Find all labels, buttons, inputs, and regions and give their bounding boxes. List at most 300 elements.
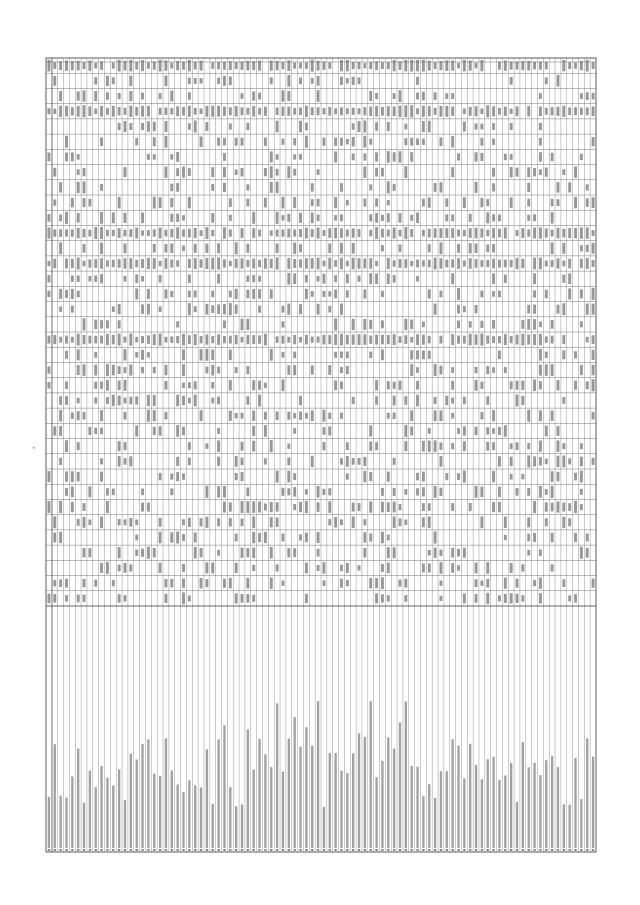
cell-value-mark <box>469 321 472 328</box>
cell-value-mark <box>217 304 220 314</box>
cell-value-mark <box>287 273 290 285</box>
cell-value-mark <box>147 410 150 422</box>
cell-value-mark <box>387 151 390 163</box>
cell-value-mark <box>305 533 308 543</box>
cell-value-mark <box>223 579 226 588</box>
row-index-mark <box>352 849 354 851</box>
cell-value-mark <box>77 595 80 603</box>
cell-value-mark <box>205 486 208 498</box>
cell-value-mark <box>77 365 80 375</box>
cell-value-mark <box>352 458 355 465</box>
row-index-mark <box>539 849 541 851</box>
cell-value-mark <box>375 227 378 239</box>
cell-value-mark <box>562 243 565 254</box>
cell-value-mark <box>557 426 560 436</box>
cell-value-mark <box>305 258 308 269</box>
cell-value-mark <box>434 183 437 192</box>
cell-value-mark <box>375 578 378 588</box>
row-label-mark <box>100 766 102 848</box>
cell-value-mark <box>118 259 121 267</box>
cell-value-mark <box>47 501 50 513</box>
cell-value-mark <box>205 106 208 117</box>
cell-value-mark <box>358 334 361 345</box>
cell-value-mark <box>381 335 384 345</box>
cell-value-mark <box>352 228 355 237</box>
cell-value-mark <box>557 502 560 513</box>
cell-value-mark <box>182 349 185 360</box>
cell-value-mark <box>305 62 308 68</box>
row-index-mark <box>141 849 143 851</box>
cell-value-mark <box>282 229 285 236</box>
cell-value-mark <box>246 501 249 513</box>
cell-value-mark <box>369 91 372 101</box>
cell-value-mark <box>264 458 267 464</box>
cell-value-mark <box>200 259 203 267</box>
cell-value-mark <box>223 486 226 497</box>
cell-value-mark <box>53 335 56 344</box>
cell-value-mark <box>328 501 331 513</box>
cell-value-mark <box>381 107 384 116</box>
cell-value-mark <box>124 108 127 115</box>
cell-value-mark <box>463 260 466 266</box>
cell-value-mark <box>77 349 80 360</box>
cell-value-mark <box>147 304 150 315</box>
cell-value-mark <box>141 336 144 343</box>
cell-value-mark <box>182 427 185 435</box>
cell-value-mark <box>363 166 366 177</box>
cell-value-mark <box>375 93 378 99</box>
cell-value-mark <box>457 549 460 557</box>
cell-value-mark <box>439 366 442 375</box>
cell-value-mark <box>580 108 583 115</box>
cell-value-mark <box>592 93 595 100</box>
cell-value-mark <box>463 109 466 115</box>
cell-value-mark <box>352 62 355 69</box>
cell-value-mark <box>539 106 542 116</box>
cell-value-mark <box>387 181 390 193</box>
cell-value-mark <box>258 381 261 390</box>
cell-value-mark <box>176 168 179 176</box>
cell-value-mark <box>258 230 261 237</box>
cell-value-mark <box>287 471 290 483</box>
cell-value-mark <box>516 381 519 390</box>
row-label-mark <box>481 779 483 848</box>
cell-value-mark <box>100 274 103 284</box>
row-label-mark <box>317 701 319 848</box>
cell-value-mark <box>492 367 495 373</box>
cell-value-mark <box>475 563 478 574</box>
cell-value-mark <box>504 154 507 161</box>
row-label-mark <box>457 746 459 848</box>
cell-value-mark <box>434 228 437 238</box>
cell-value-mark <box>340 77 343 85</box>
cell-value-mark <box>182 564 185 572</box>
cell-value-mark <box>258 502 261 513</box>
cell-value-mark <box>182 473 185 479</box>
cell-value-mark <box>118 381 121 390</box>
cell-value-mark <box>77 91 80 100</box>
cell-value-mark <box>492 183 495 191</box>
cell-value-mark <box>416 473 419 481</box>
cell-value-mark <box>562 303 565 315</box>
cell-value-mark <box>410 215 413 221</box>
cell-value-mark <box>393 106 396 116</box>
cell-value-mark <box>463 397 466 404</box>
cell-value-mark <box>200 78 203 83</box>
cell-value-mark <box>346 473 349 479</box>
cell-value-mark <box>439 580 442 585</box>
cell-value-mark <box>498 595 501 601</box>
cell-value-mark <box>568 259 571 269</box>
cell-value-mark <box>358 62 361 69</box>
cell-value-mark <box>580 245 583 251</box>
cell-value-mark <box>53 259 56 269</box>
cell-value-mark <box>510 443 513 449</box>
cell-value-mark <box>264 503 267 510</box>
cell-value-mark <box>77 472 80 481</box>
cell-value-mark <box>545 352 548 358</box>
cell-value-mark <box>410 60 413 72</box>
cell-value-mark <box>469 228 472 238</box>
cell-value-mark <box>205 227 208 239</box>
cell-value-mark <box>451 563 454 573</box>
cell-value-mark <box>404 579 407 588</box>
cell-value-mark <box>580 457 583 467</box>
cell-value-mark <box>217 274 220 284</box>
cell-value-mark <box>469 243 472 253</box>
cell-value-mark <box>83 244 86 253</box>
cell-value-mark <box>574 107 577 115</box>
cell-value-mark <box>71 276 74 282</box>
cell-value-mark <box>317 486 320 497</box>
cell-value-mark <box>100 227 103 239</box>
cell-value-mark <box>129 456 132 466</box>
cell-value-mark <box>451 107 454 116</box>
cell-value-mark <box>164 412 167 419</box>
row-index-mark <box>387 849 389 851</box>
cell-value-mark <box>416 138 419 145</box>
cell-value-mark <box>328 62 331 68</box>
cell-value-mark <box>533 319 536 330</box>
cell-value-mark <box>592 197 595 208</box>
row-label-mark <box>124 800 126 848</box>
cell-value-mark <box>305 335 308 345</box>
cell-value-mark <box>176 395 179 406</box>
cell-value-mark <box>276 182 279 194</box>
cell-value-mark <box>159 93 162 99</box>
cell-value-mark <box>486 427 489 434</box>
cell-value-mark <box>381 168 384 177</box>
cell-value-mark <box>77 154 80 159</box>
row-label-mark <box>422 796 424 848</box>
cell-value-mark <box>451 214 454 221</box>
cell-value-mark <box>504 260 507 268</box>
cell-value-mark <box>211 336 214 343</box>
cell-value-mark <box>545 364 548 375</box>
cell-value-mark <box>510 593 513 603</box>
cell-value-mark <box>363 199 366 207</box>
row-index-mark <box>95 849 97 851</box>
cell-value-mark <box>100 184 103 191</box>
cell-value-mark <box>135 425 138 436</box>
cell-value-mark <box>434 258 437 270</box>
cell-value-mark <box>387 106 390 116</box>
cell-value-mark <box>200 518 203 526</box>
cell-value-mark <box>287 107 290 116</box>
cell-value-mark <box>293 335 296 344</box>
cell-value-mark <box>562 106 565 117</box>
cell-value-mark <box>551 533 554 542</box>
cell-value-mark <box>59 289 62 299</box>
cell-value-mark <box>211 213 214 223</box>
cell-value-mark <box>381 564 384 572</box>
cell-value-mark <box>592 62 595 69</box>
cell-value-mark <box>346 351 349 358</box>
cell-value-mark <box>71 289 74 299</box>
cell-value-mark <box>100 61 103 70</box>
cell-value-mark <box>159 108 162 115</box>
cell-value-mark <box>106 108 109 115</box>
cell-value-mark <box>480 138 483 146</box>
cell-value-mark <box>393 547 396 558</box>
row-index-mark <box>492 849 494 851</box>
cell-value-mark <box>229 61 232 70</box>
cell-value-mark <box>533 533 536 542</box>
cell-value-mark <box>381 532 384 543</box>
row-index-mark <box>340 849 342 851</box>
cell-value-mark <box>533 580 536 586</box>
cell-value-mark <box>182 215 185 220</box>
cell-value-mark <box>100 382 103 389</box>
cell-value-mark <box>124 258 127 269</box>
row-label-mark <box>358 733 360 848</box>
cell-value-mark <box>504 578 507 589</box>
cell-value-mark <box>194 395 197 407</box>
cell-value-mark <box>217 367 220 374</box>
cell-value-mark <box>124 398 127 404</box>
cell-value-mark <box>88 106 91 116</box>
cell-value-mark <box>47 471 50 482</box>
row-index-mark <box>481 849 483 851</box>
cell-value-mark <box>293 504 296 510</box>
row-index-mark <box>580 849 582 851</box>
cell-value-mark <box>504 227 507 238</box>
cell-value-mark <box>188 229 191 238</box>
cell-value-mark <box>545 459 548 465</box>
cell-value-mark <box>194 120 197 132</box>
row-label-mark <box>241 804 243 848</box>
row-label-mark <box>416 767 418 848</box>
cell-value-mark <box>94 77 97 84</box>
cell-value-mark <box>282 62 285 70</box>
cell-value-mark <box>246 290 249 299</box>
cell-value-mark <box>399 336 402 343</box>
cell-value-mark <box>159 334 162 346</box>
cell-value-mark <box>539 322 542 328</box>
cell-value-mark <box>527 61 530 71</box>
row-label-mark <box>282 772 284 848</box>
cell-value-mark <box>229 336 232 344</box>
cell-value-mark <box>141 503 144 512</box>
cell-value-mark <box>241 258 244 268</box>
cell-value-mark <box>586 534 589 542</box>
cell-value-mark <box>211 62 214 68</box>
cell-value-mark <box>299 229 302 237</box>
cell-value-mark <box>211 230 214 237</box>
cell-value-mark <box>282 321 285 327</box>
cell-value-mark <box>77 213 80 223</box>
cell-value-mark <box>311 107 314 115</box>
cell-value-mark <box>428 260 431 268</box>
cell-value-mark <box>317 258 320 270</box>
row-index-mark <box>288 849 290 851</box>
cell-value-mark <box>200 349 203 360</box>
row-label-mark <box>440 771 442 848</box>
cell-value-mark <box>65 336 68 344</box>
row-label-mark <box>159 776 161 848</box>
row-index-mark <box>247 849 249 851</box>
cell-value-mark <box>71 487 74 498</box>
cell-value-mark <box>164 108 167 116</box>
cell-value-mark <box>205 334 208 344</box>
cell-value-mark <box>539 152 542 162</box>
cell-value-mark <box>235 62 238 69</box>
cell-value-mark <box>580 443 583 449</box>
cell-value-mark <box>516 258 519 269</box>
cell-value-mark <box>287 365 290 375</box>
cell-value-mark <box>410 152 413 162</box>
cell-value-mark <box>59 410 62 422</box>
cell-value-mark <box>194 228 197 238</box>
cell-value-mark <box>451 548 454 558</box>
cell-value-mark <box>299 412 302 420</box>
row-label-mark <box>504 776 506 848</box>
cell-value-mark <box>241 501 244 513</box>
cell-value-mark <box>59 532 62 543</box>
cell-value-mark <box>106 334 109 345</box>
cell-value-mark <box>393 60 396 71</box>
cell-value-mark <box>299 77 302 84</box>
cell-value-mark <box>276 169 279 176</box>
cell-value-mark <box>235 473 238 480</box>
cell-value-mark <box>486 336 489 344</box>
cell-value-mark <box>317 549 320 557</box>
cell-value-mark <box>83 412 86 420</box>
row-index-mark <box>282 849 284 851</box>
cell-value-mark <box>516 442 519 450</box>
cell-value-mark <box>317 61 320 71</box>
row-label-mark <box>516 802 518 848</box>
cell-value-mark <box>217 62 220 69</box>
cell-value-mark <box>404 520 407 525</box>
cell-value-mark <box>88 548 91 557</box>
cell-value-mark <box>463 471 466 483</box>
cell-value-mark <box>586 198 589 207</box>
cell-value-mark <box>328 258 331 270</box>
row-label-mark <box>247 729 249 848</box>
cell-value-mark <box>533 501 536 513</box>
cell-value-mark <box>100 472 103 482</box>
cell-value-mark <box>153 137 156 146</box>
row-label-mark <box>580 799 582 848</box>
cell-value-mark <box>106 364 109 376</box>
cell-value-mark <box>311 337 314 343</box>
cell-value-mark <box>270 440 273 452</box>
cell-value-mark <box>562 517 565 528</box>
cell-value-mark <box>299 213 302 223</box>
cell-value-mark <box>305 275 308 283</box>
cell-value-mark <box>141 106 144 117</box>
cell-value-mark <box>516 106 519 116</box>
cell-value-mark <box>159 228 162 239</box>
cell-value-mark <box>287 166 290 178</box>
cell-value-mark <box>393 412 396 419</box>
cell-value-mark <box>159 306 162 312</box>
cell-value-mark <box>521 474 524 479</box>
cell-value-mark <box>94 365 97 376</box>
row-index-mark <box>130 849 132 851</box>
cell-value-mark <box>592 288 595 300</box>
cell-value-mark <box>299 154 302 160</box>
cell-value-mark <box>451 228 454 238</box>
cell-value-mark <box>241 458 244 466</box>
cell-value-mark <box>475 486 478 498</box>
row-label-mark <box>176 784 178 848</box>
cell-value-mark <box>270 577 273 588</box>
cell-value-mark <box>404 166 407 178</box>
cell-value-mark <box>71 502 74 512</box>
cell-value-mark <box>334 334 337 345</box>
cell-value-mark <box>404 319 407 330</box>
cell-value-mark <box>252 547 255 558</box>
cell-value-mark <box>135 352 138 358</box>
cell-value-mark <box>83 261 86 267</box>
cell-value-mark <box>205 367 208 374</box>
cell-value-mark <box>276 61 279 70</box>
cell-value-mark <box>47 214 50 222</box>
cell-value-mark <box>100 243 103 255</box>
cell-value-mark <box>182 334 185 345</box>
cell-value-mark <box>317 532 320 543</box>
cell-value-mark <box>399 90 402 102</box>
row-index-mark <box>276 849 278 851</box>
cell-value-mark <box>311 258 314 269</box>
cell-value-mark <box>510 563 513 573</box>
cell-value-mark <box>53 62 56 69</box>
cell-value-mark <box>492 273 495 284</box>
cell-value-mark <box>498 260 501 268</box>
cell-value-mark <box>53 516 56 528</box>
cell-value-mark <box>510 474 513 480</box>
cell-value-mark <box>516 594 519 603</box>
cell-value-mark <box>568 595 571 601</box>
cell-value-mark <box>305 413 308 419</box>
row-index-mark <box>323 849 325 851</box>
cell-value-mark <box>211 258 214 270</box>
cell-value-mark <box>118 456 121 467</box>
cell-value-mark <box>47 382 50 389</box>
cell-value-mark <box>492 320 495 329</box>
cell-value-mark <box>211 106 214 117</box>
cell-value-mark <box>363 457 366 466</box>
cell-value-mark <box>270 259 273 268</box>
cell-value-mark <box>363 136 366 148</box>
cell-value-mark <box>71 337 74 343</box>
cell-value-mark <box>475 63 478 69</box>
cell-value-mark <box>328 413 331 419</box>
cell-value-mark <box>527 183 530 192</box>
cell-value-mark <box>77 258 80 270</box>
